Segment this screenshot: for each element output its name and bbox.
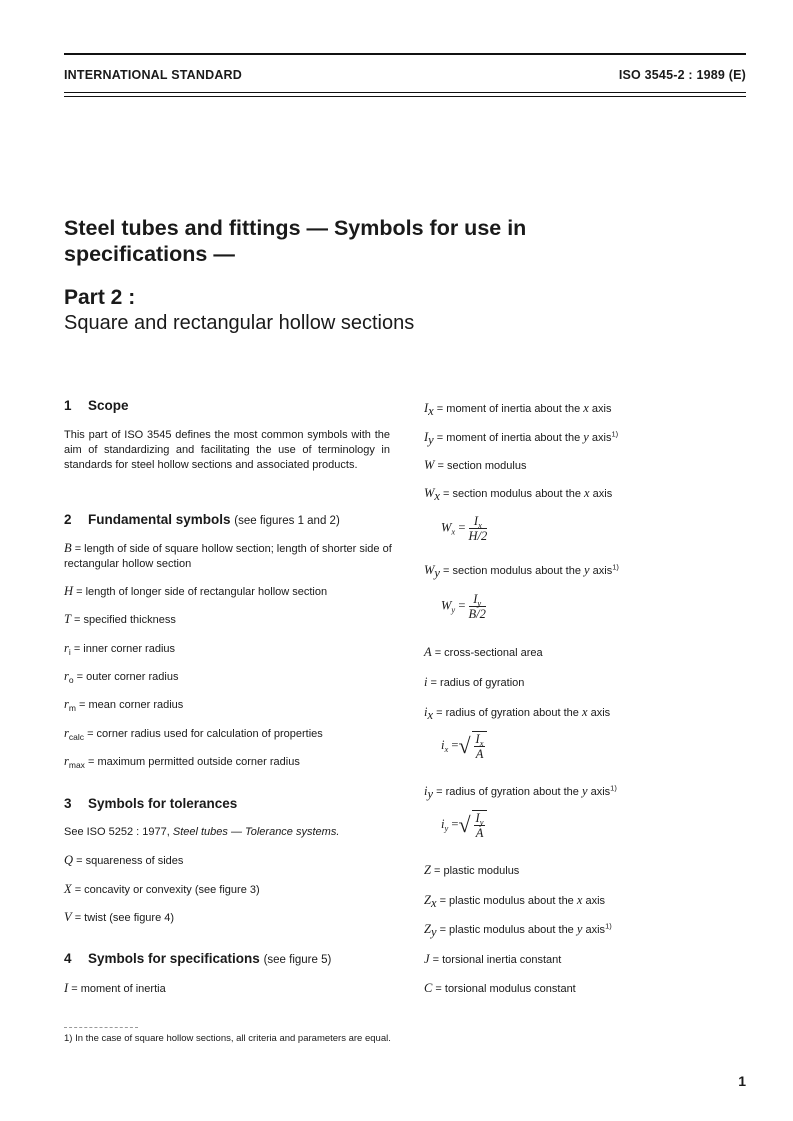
- eq-sign: =: [458, 520, 466, 535]
- definition: = cross-sectional area: [434, 647, 543, 659]
- eq-sign: =: [451, 737, 459, 752]
- header-right: ISO 3545-2 : 1989 (E): [618, 68, 746, 82]
- symbol-def-Zy: [424, 922, 612, 938]
- sqrt-icon: √: [458, 733, 471, 758]
- eq-lhs: W: [441, 598, 452, 613]
- axis: y: [583, 430, 589, 444]
- definition: = inner corner radius: [73, 643, 176, 655]
- symbol-def-ix: [424, 705, 610, 721]
- symbol-def-Iy: [424, 430, 618, 446]
- symbol-def-Z: [424, 863, 519, 879]
- symbol-subscript: x: [430, 896, 437, 910]
- denominator: B/2: [468, 607, 486, 621]
- part-label: Part 2 :: [64, 286, 136, 309]
- definition-end: axis: [591, 432, 612, 444]
- eq-lhs-subscript: y: [451, 604, 456, 615]
- definition: = radius of gyration about the: [436, 707, 579, 719]
- symbol: T: [64, 612, 71, 626]
- axis: y: [581, 784, 588, 798]
- equation-Wy: [441, 592, 486, 621]
- tolerance-reference: [64, 825, 339, 840]
- eq-lhs-subscript: x: [444, 743, 449, 754]
- symbol-subscript: o: [68, 675, 74, 685]
- symbol-subscript: x: [427, 708, 434, 722]
- eq-lhs-subscript: y: [444, 822, 449, 833]
- equation-iy: [441, 810, 487, 840]
- definition-end: axis: [592, 565, 613, 577]
- definition: = section modulus about the: [443, 565, 581, 577]
- symbol: J: [424, 952, 430, 966]
- reference-title: Steel tubes — Tolerance systems.: [172, 826, 340, 838]
- equation-Wx: [441, 514, 487, 543]
- denominator: A: [475, 826, 484, 840]
- symbol: r: [64, 754, 69, 768]
- symbol-subscript: m: [68, 703, 76, 713]
- section-note: (see figure 5): [263, 954, 332, 966]
- definition: = section modulus about the: [443, 488, 581, 500]
- section-number: 3: [64, 796, 72, 811]
- definition: = radius of gyration: [430, 677, 525, 689]
- symbol-subscript: calc: [68, 732, 84, 742]
- symbol: Z: [424, 893, 431, 907]
- numerator: [474, 811, 486, 826]
- header-bottom-rule-1: [64, 92, 746, 93]
- definition: = specified thickness: [74, 614, 176, 626]
- definition: = plastic modulus about the: [439, 895, 574, 907]
- symbol-def-I: [64, 981, 166, 997]
- symbol: i: [424, 675, 428, 689]
- symbol-subscript: y: [428, 433, 434, 447]
- section-title: Fundamental symbols: [88, 512, 231, 527]
- definition: = radius of gyration about the: [436, 786, 579, 798]
- definition: = moment of inertia about the: [436, 432, 581, 444]
- symbol: i: [424, 705, 428, 719]
- symbol: V: [64, 910, 72, 924]
- symbol-def-H: [64, 584, 327, 600]
- symbol: W: [424, 486, 435, 500]
- section-1-heading: [64, 398, 129, 413]
- symbol-def-Q: [64, 853, 183, 869]
- symbol-subscript: max: [68, 760, 85, 770]
- section-title: Scope: [88, 398, 129, 413]
- definition-end: axis: [585, 895, 606, 907]
- footnote-marker: 1): [610, 783, 617, 793]
- scope-paragraph: This part of ISO 3545 defines the most common symbols with the aim of standardizing and facilitating the use of terminology in standards for steel hollow sections and associated products.: [64, 429, 390, 471]
- symbol-subscript: y: [427, 787, 434, 801]
- symbol: I: [64, 981, 69, 995]
- eq-lhs: i: [441, 737, 445, 752]
- axis: x: [576, 893, 583, 907]
- symbol-def-C: [424, 981, 576, 997]
- symbol: r: [64, 726, 69, 740]
- numerator-subscript: y: [477, 598, 482, 608]
- numerator-symbol: I: [473, 514, 479, 528]
- title-line-1: Steel tubes and fittings — Symbols for use in: [64, 216, 527, 240]
- radicand: [472, 810, 488, 840]
- axis: y: [584, 563, 590, 577]
- denominator: A: [475, 747, 484, 761]
- fraction: [474, 732, 486, 761]
- symbol: r: [64, 641, 69, 655]
- footnote-marker: 1): [605, 921, 612, 931]
- symbol: A: [424, 645, 432, 659]
- definition: = corner radius used for calculation of properties: [87, 728, 323, 740]
- footnote-marker: 1): [611, 429, 619, 439]
- fraction: [469, 514, 488, 543]
- definition: = torsional inertia constant: [432, 954, 562, 966]
- definition: = concavity or convexity (see figure 3): [74, 884, 260, 896]
- symbol-subscript: y: [430, 925, 437, 939]
- numerator-symbol: I: [473, 592, 478, 606]
- symbol-def-X: [64, 882, 260, 898]
- axis: x: [583, 401, 589, 415]
- symbol: W: [424, 563, 435, 577]
- footnote-marker: 1): [612, 562, 619, 572]
- symbol-subscript: y: [434, 566, 440, 580]
- definition-end: axis: [590, 707, 611, 719]
- axis: y: [576, 922, 583, 936]
- definition: = plastic modulus: [434, 865, 520, 877]
- symbol: i: [424, 784, 428, 798]
- numerator-subscript: x: [479, 738, 484, 748]
- header-left: INTERNATIONAL STANDARD: [64, 68, 243, 82]
- section-note: (see figures 1 and 2): [234, 515, 340, 527]
- symbol: Q: [64, 853, 74, 867]
- definition: = mean corner radius: [79, 699, 184, 711]
- header-top-rule: [64, 53, 746, 55]
- eq-lhs-subscript: x: [451, 526, 456, 537]
- eq-sign: =: [458, 598, 466, 613]
- symbol-def-i: [424, 675, 524, 691]
- section-number: 2: [64, 512, 72, 527]
- definition: = moment of inertia about the: [436, 403, 581, 415]
- symbol: r: [64, 669, 69, 683]
- fraction: [474, 811, 486, 840]
- axis: x: [584, 486, 590, 500]
- symbol-subscript: x: [434, 489, 440, 503]
- symbol-def-W: [424, 458, 526, 474]
- eq-lhs: i: [441, 816, 445, 831]
- section-number: 1: [64, 398, 72, 413]
- numerator-symbol: I: [475, 732, 480, 746]
- denominator: H/2: [468, 529, 488, 543]
- symbol: X: [64, 882, 72, 896]
- symbol-def-Zx: [424, 893, 605, 909]
- definition: = maximum permitted outside corner radius: [88, 756, 300, 768]
- footnote: 1) In the case of square hollow sections, all criteria and parameters are equal.: [64, 1033, 391, 1044]
- radicand: [472, 731, 488, 761]
- eq-lhs: W: [441, 520, 452, 535]
- symbol-def-ro: [64, 669, 178, 685]
- equation-ix: [441, 731, 487, 761]
- symbol-def-Ix: [424, 401, 611, 417]
- section-3-heading: [64, 796, 237, 811]
- section-4-heading: [64, 951, 331, 966]
- document-title: [64, 215, 664, 267]
- definition: = twist (see figure 4): [74, 912, 175, 924]
- axis: x: [581, 705, 588, 719]
- definition: = length of longer side of rectangular hollow section: [76, 586, 328, 598]
- symbol-def-rm: [64, 697, 183, 713]
- symbol: W: [424, 458, 435, 472]
- definition: = torsional modulus constant: [435, 983, 576, 995]
- document-subtitle: Square and rectangular hollow sections: [64, 312, 415, 334]
- symbol: I: [424, 401, 429, 415]
- numerator: [474, 732, 486, 747]
- symbol-def-iy: [424, 784, 617, 800]
- definition-end: axis: [585, 924, 606, 936]
- reference-prefix: See ISO 5252 : 1977,: [64, 826, 170, 838]
- symbol: B: [64, 541, 72, 555]
- symbol-subscript: i: [68, 647, 71, 657]
- definition-end: axis: [590, 786, 611, 798]
- symbol: Z: [424, 922, 431, 936]
- symbol-def-rmax: [64, 754, 300, 770]
- header-bottom-rule-2: [64, 96, 746, 97]
- definition: = plastic modulus about the: [439, 924, 574, 936]
- section-2-heading: [64, 512, 340, 527]
- definition: = outer corner radius: [76, 671, 179, 683]
- definition: = length of side of square hollow section; length of shorter side of rectangular hollow section: [64, 543, 392, 570]
- symbol-def-rcalc: [64, 726, 323, 742]
- symbol: C: [424, 981, 433, 995]
- numerator-subscript: x: [478, 520, 482, 530]
- section-number: 4: [64, 951, 72, 966]
- symbol-def-Wy: [424, 563, 619, 579]
- page-number: 1: [738, 1073, 746, 1089]
- symbol-def-T: [64, 612, 176, 628]
- numerator-symbol: I: [475, 811, 480, 825]
- symbol-def-J: [424, 952, 561, 968]
- symbol-def-A: [424, 645, 543, 661]
- definition-end: axis: [592, 488, 613, 500]
- numerator: [469, 592, 486, 607]
- symbol: I: [424, 430, 429, 444]
- symbol-def-V: [64, 910, 174, 926]
- symbol: Z: [424, 863, 431, 877]
- symbol-def-Wx: [424, 486, 612, 502]
- section-title: Symbols for specifications: [88, 951, 260, 966]
- symbol-def-B: [64, 541, 394, 572]
- symbol-subscript: x: [428, 404, 434, 418]
- definition: = moment of inertia: [71, 983, 166, 995]
- section-title: Symbols for tolerances: [88, 796, 238, 811]
- symbol: r: [64, 697, 69, 711]
- sqrt-icon: √: [458, 812, 471, 837]
- footnote-rule: [64, 1027, 138, 1028]
- eq-sign: =: [451, 816, 459, 831]
- symbol: H: [64, 584, 74, 598]
- numerator-subscript: y: [479, 817, 484, 827]
- definition: = squareness of sides: [76, 855, 184, 867]
- symbol-def-ri: [64, 641, 175, 657]
- title-line-2: specifications —: [64, 242, 235, 266]
- definition: = section modulus: [437, 460, 527, 472]
- definition-end: axis: [591, 403, 612, 415]
- fraction: [469, 592, 486, 621]
- numerator: [469, 514, 488, 529]
